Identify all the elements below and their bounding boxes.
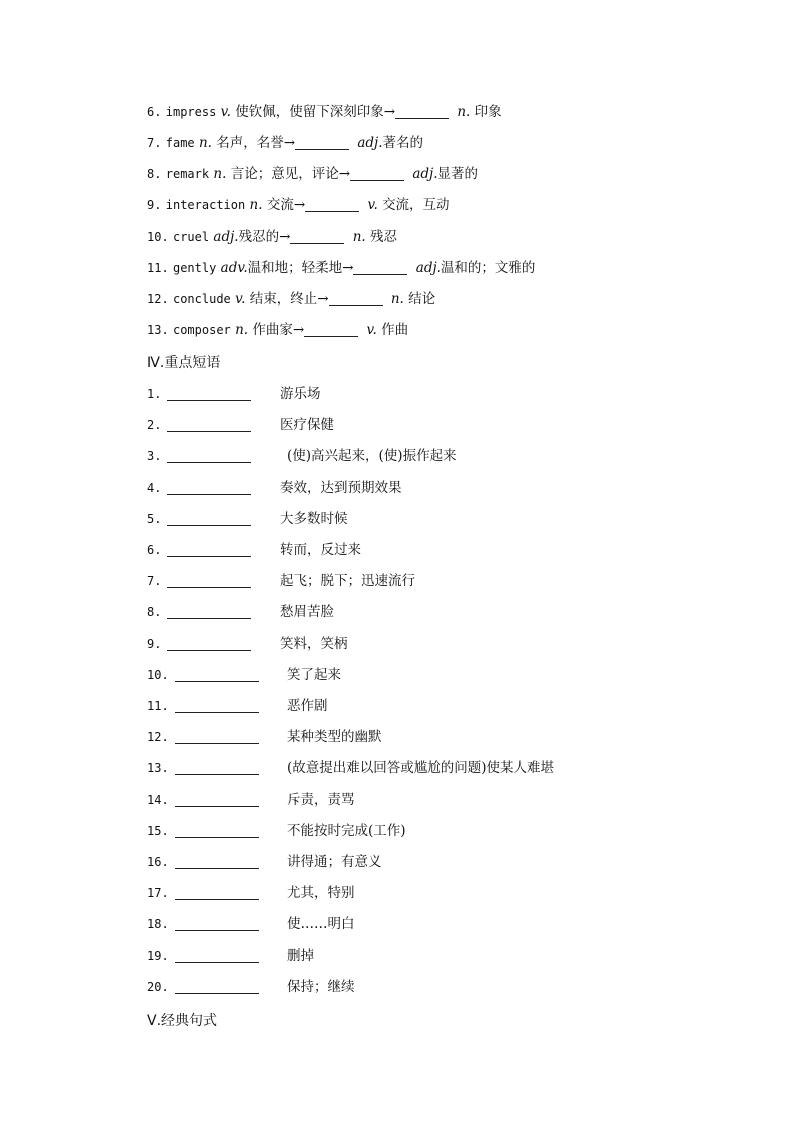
answer-blank[interactable]	[353, 260, 407, 275]
answer-blank[interactable]	[167, 604, 251, 619]
vocab-meaning: 名声，名誉→	[216, 135, 296, 151]
answer-blank[interactable]	[175, 916, 259, 931]
answer-blank[interactable]	[167, 636, 251, 651]
phrase-item	[147, 820, 406, 842]
phrase-meaning: 笑料，笑柄	[280, 636, 348, 652]
phrase-meaning: 起飞；脱下；迅速流行	[280, 573, 415, 589]
vocab-meaning: 残忍的→	[238, 229, 291, 245]
vocab-word: gently	[172, 261, 217, 275]
part-of-speech-target: v.	[367, 197, 378, 213]
answer-blank[interactable]	[175, 698, 259, 713]
phrase-item	[147, 913, 355, 935]
phrase-item	[147, 664, 341, 686]
phrase-item	[147, 570, 415, 592]
phrase-item	[147, 383, 321, 405]
phrase-meaning: 某种类型的幽默	[287, 729, 382, 745]
item-number: 13.	[147, 761, 169, 775]
phrase-meaning: 大多数时候	[280, 511, 348, 527]
item-number: 11.	[147, 261, 169, 275]
vocab-word: conclude	[172, 292, 231, 306]
item-number: 4.	[147, 481, 162, 495]
item-number: 12.	[147, 730, 169, 744]
vocab-item-8	[147, 163, 478, 185]
item-number: 19.	[147, 949, 169, 963]
vocab-item-9	[147, 194, 450, 216]
section-heading-phrases: Ⅳ.重点短语	[147, 355, 221, 371]
phrase-meaning: 医疗保健	[280, 417, 334, 433]
phrase-meaning: 转而，反过来	[280, 542, 361, 558]
item-number: 14.	[147, 793, 169, 807]
phrase-item	[147, 726, 382, 748]
answer-blank[interactable]	[175, 729, 259, 744]
answer-blank[interactable]	[167, 480, 251, 495]
item-number: 16.	[147, 855, 169, 869]
part-of-speech: n.	[198, 135, 212, 151]
item-number: 7.	[147, 574, 162, 588]
item-number: 9.	[147, 637, 162, 651]
item-number: 8.	[147, 167, 162, 181]
vocab-meaning: 使钦佩，使留下深刻印象→	[235, 104, 396, 120]
vocab-item-10	[147, 226, 397, 248]
phrase-meaning: 讲得通；有意义	[287, 854, 382, 870]
phrase-item	[147, 789, 355, 811]
answer-blank[interactable]	[167, 386, 251, 401]
part-of-speech: v.	[235, 291, 246, 307]
answer-blank[interactable]	[167, 511, 251, 526]
phrase-item	[147, 851, 382, 873]
answer-blank[interactable]	[304, 322, 358, 337]
part-of-speech-target: adj.	[412, 166, 438, 182]
phrase-item	[147, 757, 555, 779]
vocab-meaning: 交流→	[266, 197, 306, 213]
answer-blank[interactable]	[329, 291, 383, 306]
part-of-speech-target: n.	[457, 104, 471, 120]
phrase-meaning: 尤其，特别	[287, 885, 355, 901]
answer-blank[interactable]	[290, 229, 344, 244]
item-number: 5.	[147, 512, 162, 526]
item-number: 7.	[147, 136, 162, 150]
phrase-item	[147, 508, 348, 530]
part-of-speech: n.	[235, 322, 249, 338]
part-of-speech-target: adj.	[415, 260, 441, 276]
vocab-meaning: 言论；意见，评论→	[230, 166, 351, 182]
target-meaning: 作曲	[381, 322, 409, 338]
answer-blank[interactable]	[175, 792, 259, 807]
answer-blank[interactable]	[295, 135, 349, 150]
vocab-item-11	[147, 257, 535, 279]
item-number: 10.	[147, 230, 169, 244]
part-of-speech: v.	[220, 104, 231, 120]
item-number: 6.	[147, 543, 162, 557]
phrase-item	[147, 477, 402, 499]
item-number: 9.	[147, 198, 162, 212]
vocab-word: composer	[172, 323, 231, 337]
part-of-speech-target: adj.	[357, 135, 383, 151]
item-number: 1.	[147, 387, 162, 401]
target-meaning: 交流，互动	[382, 197, 450, 213]
phrase-meaning: 笑了起来	[287, 667, 341, 683]
vocab-meaning: 温和地；轻柔地→	[247, 260, 354, 276]
part-of-speech-target: n.	[390, 291, 404, 307]
phrase-meaning: 斥责，责骂	[287, 792, 355, 808]
target-meaning: 印象	[474, 104, 502, 120]
part-of-speech: n.	[249, 197, 263, 213]
answer-blank[interactable]	[175, 948, 259, 963]
item-number: 17.	[147, 886, 169, 900]
phrase-item	[147, 882, 355, 904]
phrase-meaning: 恶作剧	[287, 698, 328, 714]
answer-blank[interactable]	[175, 667, 259, 682]
phrase-item	[147, 445, 457, 467]
answer-blank[interactable]	[175, 854, 259, 869]
item-number: 10.	[147, 668, 169, 682]
answer-blank[interactable]	[175, 885, 259, 900]
phrase-meaning: 不能按时完成(工作)	[287, 823, 406, 839]
item-number: 18.	[147, 917, 169, 931]
answer-blank[interactable]	[175, 760, 259, 775]
item-number: 15.	[147, 824, 169, 838]
vocab-meaning: 结束，终止→	[249, 291, 329, 307]
vocab-word: remark	[165, 167, 210, 181]
vocab-meaning: 作曲家→	[252, 322, 305, 338]
answer-blank[interactable]	[167, 573, 251, 588]
part-of-speech: adj.	[213, 229, 239, 245]
part-of-speech-target: v.	[366, 322, 377, 338]
item-number: 3.	[147, 449, 162, 463]
answer-blank[interactable]	[167, 448, 251, 463]
answer-blank[interactable]	[175, 979, 259, 994]
phrase-meaning: (故意提出难以回答或尴尬的问题)使某人难堪	[287, 760, 555, 776]
phrase-item	[147, 601, 334, 623]
answer-blank[interactable]	[305, 197, 359, 212]
vocab-word: fame	[165, 136, 195, 150]
target-meaning: 著名的	[382, 135, 424, 151]
answer-blank[interactable]	[167, 417, 251, 432]
vocab-item-13	[147, 319, 408, 341]
item-number: 11.	[147, 699, 169, 713]
vocab-item-7	[147, 132, 423, 154]
answer-blank[interactable]	[175, 823, 259, 838]
phrase-meaning: 奏效，达到预期效果	[280, 480, 402, 496]
vocab-item-12	[147, 288, 435, 310]
vocab-word: interaction	[165, 198, 246, 212]
answer-blank[interactable]	[167, 542, 251, 557]
item-number: 8.	[147, 605, 162, 619]
item-number: 20.	[147, 980, 169, 994]
part-of-speech: n.	[213, 166, 227, 182]
item-number: 2.	[147, 418, 162, 432]
target-meaning: 显著的	[437, 166, 478, 182]
target-meaning: 残忍	[369, 229, 397, 245]
item-number: 12.	[147, 292, 169, 306]
part-of-speech-target: n.	[352, 229, 366, 245]
phrase-meaning: 游乐场	[280, 386, 321, 402]
phrase-item	[147, 539, 361, 561]
item-number: 13.	[147, 323, 169, 337]
section-heading-sentences: Ⅴ.经典句式	[147, 1013, 218, 1029]
vocab-word: impress	[165, 105, 217, 119]
answer-blank[interactable]	[350, 166, 404, 181]
phrase-item	[147, 976, 355, 998]
phrase-item	[147, 633, 348, 655]
target-meaning: 结论	[408, 291, 436, 307]
phrase-meaning: (使)高兴起来，(使)振作起来	[287, 448, 457, 464]
phrase-meaning: 愁眉苦脸	[280, 604, 334, 620]
vocab-word: cruel	[172, 230, 210, 244]
phrase-meaning: 使……明白	[287, 916, 355, 932]
phrase-meaning: 保持；继续	[287, 979, 355, 995]
phrase-item	[147, 695, 328, 717]
item-number: 6.	[147, 105, 162, 119]
phrase-item	[147, 414, 334, 436]
vocab-item-6	[147, 101, 502, 123]
part-of-speech: adv.	[220, 260, 248, 276]
phrase-item	[147, 945, 314, 967]
answer-blank[interactable]	[395, 104, 449, 119]
phrase-meaning: 删掉	[287, 948, 314, 964]
target-meaning: 温和的；文雅的	[440, 260, 536, 276]
